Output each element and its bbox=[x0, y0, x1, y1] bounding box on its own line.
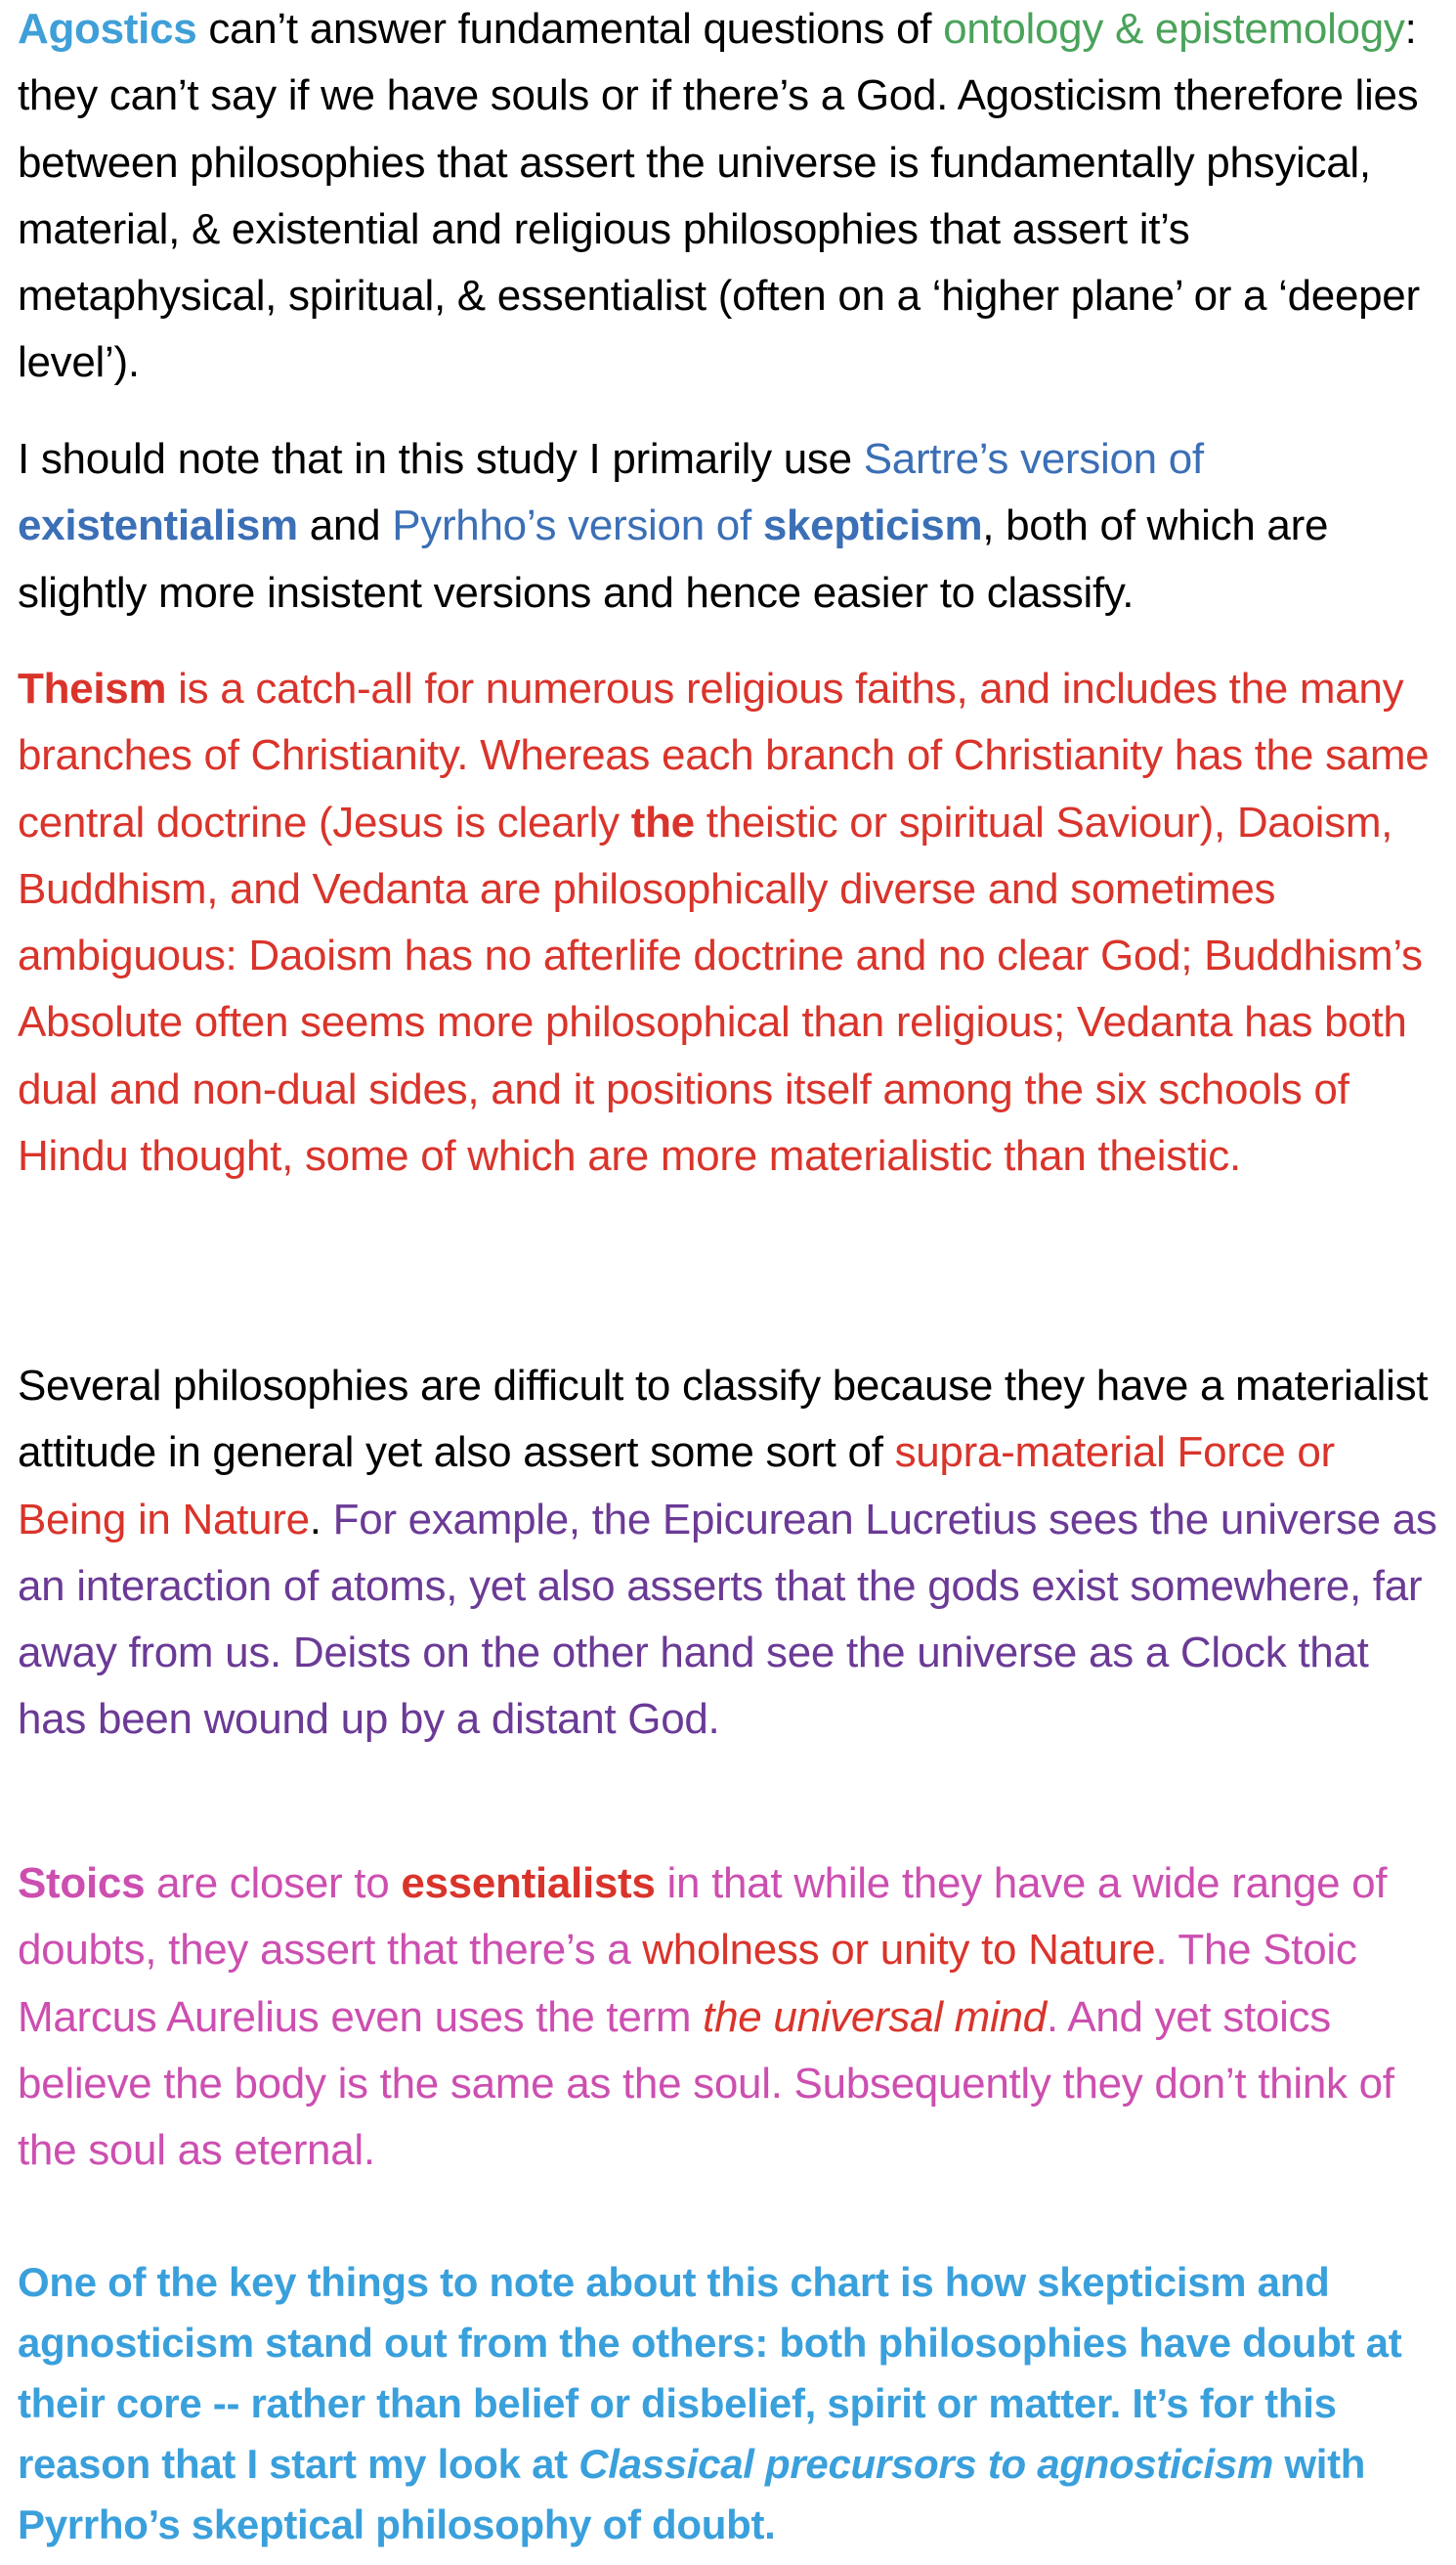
text-segment: can’t answer fundamental questions of bbox=[196, 5, 944, 53]
paragraph-agnostics bbox=[18, 0, 1444, 397]
text-segment: the universal mind bbox=[703, 1992, 1047, 2041]
text-segment: One of the key things to note about this chart is how skepticism and agnosticism stand out from the others: both philosophies have doubt at their core -- rather than belief or disbelief, spirit or matter. It’s for this reason that I start my look at bbox=[18, 2259, 1402, 2487]
text-segment: in that while they have a wide range of doubts, they assert that there’s a bbox=[18, 1859, 1388, 1975]
text-segment: existentialism bbox=[18, 501, 298, 550]
text-segment: and bbox=[297, 501, 393, 550]
paragraph-study-note bbox=[18, 426, 1444, 627]
text-segment: . The Stoic Marcus Aurelius even uses the term bbox=[18, 1926, 1357, 2041]
text-segment: Several philosophies are difficult to classify because they have a materialist attitude in general yet also assert some sort of bbox=[18, 1362, 1429, 1477]
text-segment: ontology & epistemology bbox=[943, 5, 1405, 53]
paragraph-theism bbox=[18, 656, 1444, 1190]
text-segment: Classical precursors to agnosticism bbox=[578, 2441, 1273, 2487]
text-segment: , both of which are slightly more insistent versions and hence easier to classify. bbox=[18, 501, 1329, 617]
paragraph-stoics bbox=[18, 1850, 1444, 2184]
text-segment: are closer to bbox=[145, 1859, 402, 1907]
text-segment: supra-material Force or Being in Nature bbox=[18, 1428, 1335, 1543]
text-segment: Theism bbox=[18, 665, 167, 713]
text-segment: . And yet stoics believe the body is the same as the soul. Subsequently they don’t think of the soul as eternal. bbox=[18, 1992, 1394, 2175]
text-segment: skepticism bbox=[762, 501, 983, 550]
text-segment: essentialists bbox=[401, 1859, 656, 1907]
text-segment: is a catch-all for numerous religious faiths, and includes the many branches of Christianity. Whereas each branch of Christianity has the same central doctrine (Jesus is clearly bbox=[18, 665, 1430, 847]
text-segment: . bbox=[309, 1495, 333, 1543]
text-segment: the bbox=[630, 798, 695, 847]
text-segment: wholness or unity to Nature bbox=[642, 1926, 1156, 1975]
text-segment: For example, the Epicurean Lucretius sees the universe as an interaction of atoms, yet also asserts that the gods exist somewhere, far away from us. Deists on the other hand see the universe as a Clock that has been wound up by a distant God. bbox=[18, 1495, 1437, 1744]
text-segment: : they can’t say if we have souls or if there’s a God. Agosticism therefore lies between philosophies that assert the universe is fundamentally phsyical, material, & existential and religious philosophies that assert it’s metaphysical, spiritual, & essentialist (often on a ‘higher plane’ or a ‘deeper level’). bbox=[18, 5, 1420, 387]
text-segment: I should note that in this study I primarily use bbox=[18, 435, 864, 483]
text-segment: theistic or spiritual Saviour), Daoism, Buddhism, and Vedanta are philosophically diverse and sometimes ambiguous: Daoism has no afterlife doctrine and no clear God; Buddhism’s Absolute often seems more philosophical than religious; Vedanta has both dual and non-dual sides, and it positions itself among the six schools of Hindu thought, some of which are more materialistic than theistic. bbox=[18, 798, 1423, 1181]
paragraph-chart-note bbox=[18, 2252, 1444, 2555]
text-segment: with Pyrrho’s skeptical philosophy of doubt. bbox=[18, 2441, 1366, 2547]
text-segment: Stoics bbox=[18, 1859, 146, 1907]
text-segment: Agostics bbox=[18, 5, 197, 53]
text-segment: Sartre’s version of bbox=[863, 435, 1204, 483]
paragraph-difficult-classification bbox=[18, 1353, 1444, 1754]
text-segment: Pyrhho’s version of bbox=[392, 501, 763, 550]
